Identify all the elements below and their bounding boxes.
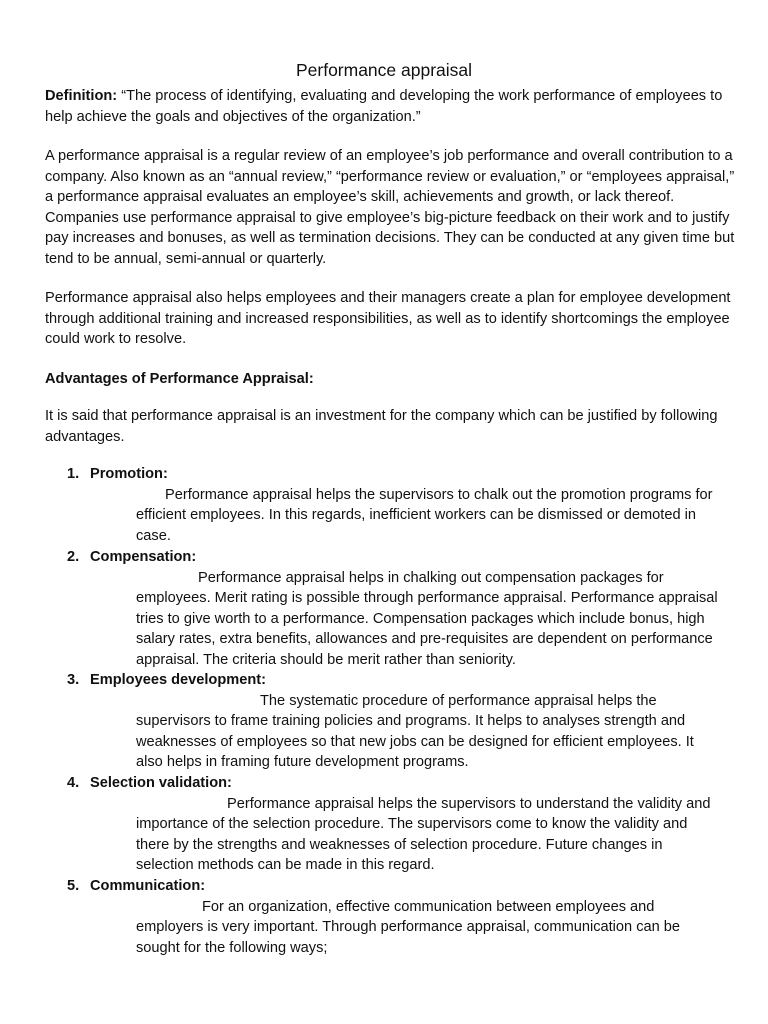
list-item-title: Communication: — [90, 878, 206, 894]
definition-paragraph — [45, 86, 735, 127]
definition-text: “The process of identifying, evaluating and developing the work performance of employees to help achieve the goals and objectives of the organization.” — [45, 88, 723, 125]
list-item-heading — [67, 464, 168, 485]
list-item-number: 4. — [67, 775, 80, 791]
advantages-heading: Advantages of Performance Appraisal: — [45, 371, 314, 387]
list-item-text: The systematic procedure of performance appraisal helps the supervisors to frame training policies and programs. It helps to analyses strength and weaknesses of employees so that new jobs can be designed for efficient employees. It also helps in framing future development programs. — [136, 692, 694, 770]
definition-label: Definition: — [45, 88, 118, 104]
list-item-heading — [67, 547, 196, 568]
list-item-text: Performance appraisal helps the supervisors to understand the validity and importance of the selection procedure. The supervisors come to know the validity and there by the strengths and weaknesses of selection procedure. Future changes in selection methods can be made in this regard. — [136, 795, 711, 873]
overview-paragraph: A performance appraisal is a regular review of an employee’s job performance and overall contribution to a company. Also known as an “annual review,” “performance review or evaluation,” or “employees appraisal,” a performance appraisal evaluates an employee’s skill, achievements and growth, or lack thereof. Companies use performance appraisal to give employee’s big-picture feedback on their work and to justify pay increases and bonuses, as well as termination decisions. They can be conducted at any given time but tend to be annual, semi-annual or quarterly. — [45, 148, 735, 267]
list-item-title: Promotion: — [90, 466, 168, 482]
list-item-number: 5. — [67, 878, 80, 894]
list-item-title: Employees development: — [90, 672, 266, 688]
page-title: Performance appraisal — [295, 59, 473, 80]
list-item-title: Compensation: — [90, 549, 197, 565]
list-item-heading — [67, 670, 266, 691]
list-item-text: Performance appraisal helps the supervisors to chalk out the promotion programs for efficient employees. In this regards, inefficient workers can be dismissed or demoted in case. — [136, 486, 713, 544]
list-item-heading — [67, 876, 205, 897]
development-paragraph: Performance appraisal also helps employees and their managers create a plan for employee development through additional training and increased responsibilities, as well as to identify shortcomings the employee could work to resolve. — [45, 290, 731, 347]
list-item-number: 1. — [67, 466, 80, 482]
list-item-text: For an organization, effective communication between employees and employers is very important. Through performance appraisal, communication can be sought for the following ways; — [136, 898, 681, 956]
list-item-number: 3. — [67, 672, 80, 688]
list-item-title: Selection validation: — [90, 775, 232, 791]
list-item-number: 2. — [67, 549, 80, 565]
list-item-heading — [67, 773, 232, 794]
list-item-text: Performance appraisal helps in chalking out compensation packages for employees. Merit rating is possible through performance appraisal. Performance appraisal tries to give worth to a performance. Compensation packages which include bonus, high salary rates, extra benefits, allowances and pre-requisites are dependent on performance appraisal. The criteria should be merit rather than seniority. — [136, 569, 718, 668]
advantages-intro: It is said that performance appraisal is an investment for the company which can be justified by following advantages. — [45, 408, 718, 445]
